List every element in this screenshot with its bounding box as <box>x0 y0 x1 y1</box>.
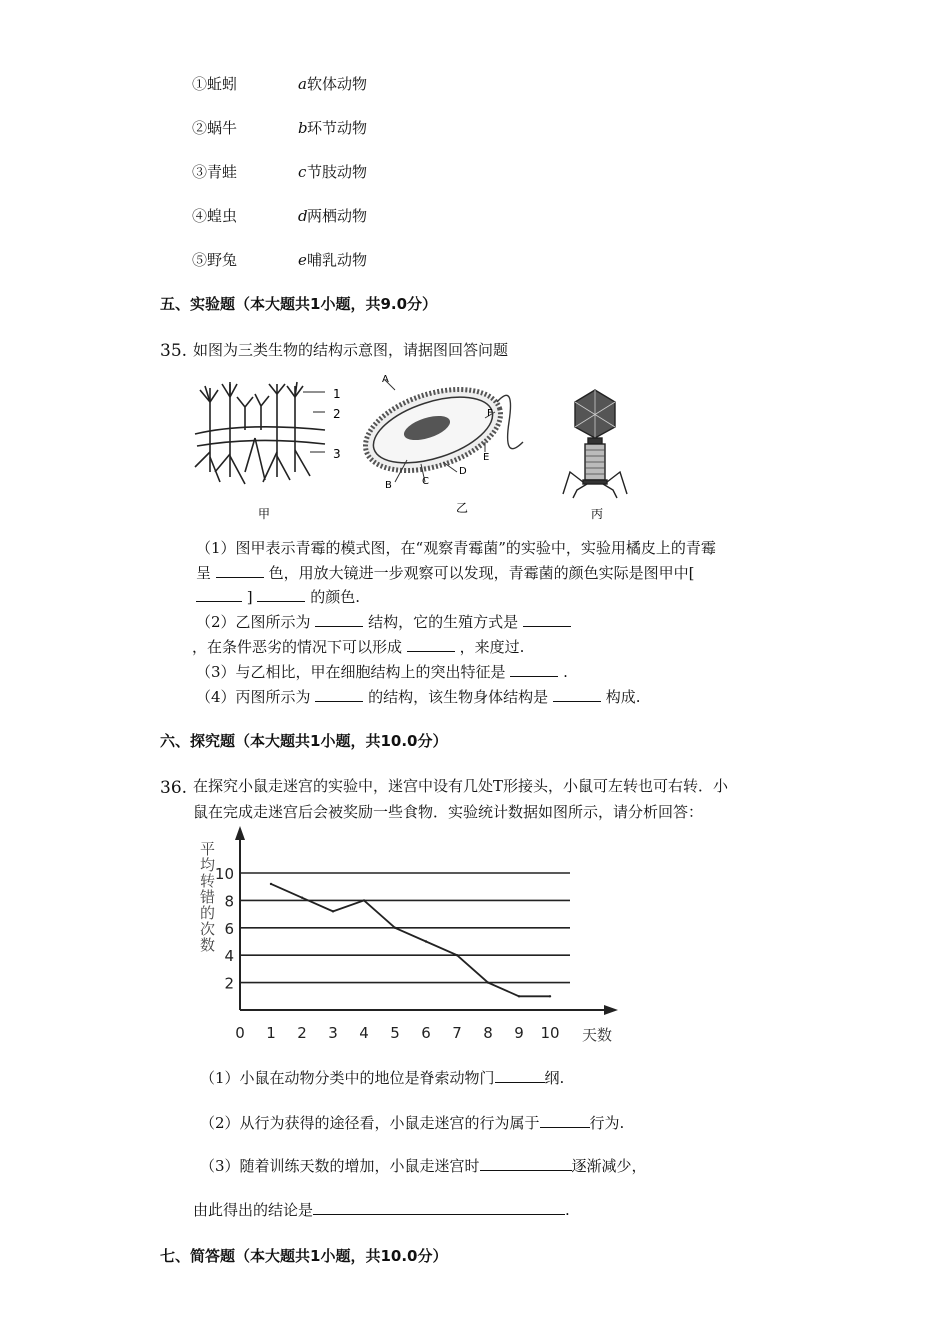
match-row <box>192 74 368 94</box>
penicillium-diagram <box>195 382 325 484</box>
x-tick-label: 8 <box>483 1024 493 1042</box>
q36-p2-blank[interactable] <box>540 1113 590 1128</box>
y-label-char: 次 <box>200 920 216 938</box>
y-tick-label: 8 <box>224 892 234 911</box>
data-point <box>425 940 427 942</box>
match-row <box>192 250 368 270</box>
category-letter: d <box>298 207 308 225</box>
category-letter: e <box>298 251 307 269</box>
q35-part1-line1: （1）图甲表示青霉的模式图，在“观察青霉菌”的实验中，实验用橘皮上的青霉 <box>196 539 716 557</box>
yi-label-e: E <box>483 452 490 463</box>
x-tick-label: 2 <box>297 1024 307 1042</box>
data-point <box>487 981 489 983</box>
question-36-stem-line1: 在探究小鼠走迷宫的实验中，迷宫中设有几处T形接头，小鼠可左转也可右转．小 <box>193 777 729 795</box>
animal-name: ②蜗牛 <box>192 119 238 137</box>
q36-p2-text-b: 行为. <box>589 1114 625 1132</box>
bacterium-diagram <box>355 374 523 486</box>
data-point <box>549 995 551 997</box>
y-tick-label: 2 <box>224 974 234 993</box>
q35-p1-blank-structure[interactable] <box>257 587 305 602</box>
animal-category: 环节动物 <box>307 119 368 137</box>
x-tick-label: 1 <box>266 1024 276 1042</box>
jia-caption: 甲 <box>258 507 271 521</box>
q35-p4-text-c: 构成. <box>605 688 641 706</box>
yi-caption: 乙 <box>456 501 469 515</box>
data-point <box>456 954 458 956</box>
maze-errors-chart <box>190 824 630 1048</box>
category-letter: a <box>298 75 307 93</box>
q35-p2-text-d: ，来度过. <box>459 638 525 656</box>
yi-label-f: F <box>487 408 493 419</box>
category-letter: c <box>298 163 307 181</box>
animal-name: ③青蛙 <box>192 163 238 181</box>
animal-name: ①蚯蚓 <box>192 75 238 93</box>
category-letter: b <box>298 119 308 137</box>
q35-p4-text-a: （4）丙图所示为 <box>196 688 311 706</box>
question-35-number: 35. <box>160 341 188 361</box>
q36-p3-blank[interactable] <box>480 1156 572 1171</box>
q36-p1-text-a: （1）小鼠在动物分类中的地位是脊索动物门 <box>200 1069 495 1087</box>
q35-p1-text-b: 色，用放大镜进一步观察可以发现，青霉菌的颜色实际是图甲中[ <box>268 564 695 582</box>
y-tick-label: 4 <box>224 947 234 966</box>
match-row <box>192 118 368 138</box>
section-6-heading: 六、探究题（本大题共1小题，共10.0分） <box>160 732 448 750</box>
animal-name: ⑤野兔 <box>192 251 238 269</box>
x-axis-label: 天数 <box>582 1026 613 1044</box>
q36-part1 <box>200 1068 564 1088</box>
animal-category: 两栖动物 <box>307 207 368 225</box>
yi-label-a: A <box>382 374 389 385</box>
yi-label-d: D <box>459 466 467 477</box>
q35-p2-text-b: 结构，它的生殖方式是 <box>368 613 519 631</box>
question-36-number: 36. <box>160 778 188 798</box>
x-tick-label: 10 <box>540 1024 560 1042</box>
match-row <box>192 162 368 182</box>
q36-p3-text-a: （3）随着训练天数的增加，小鼠走迷宫时 <box>200 1157 480 1175</box>
q35-part1-line2 <box>196 563 694 583</box>
x-tick-label: 6 <box>421 1024 431 1042</box>
q35-p1-text-c: ] <box>246 588 253 606</box>
q35-p3-blank[interactable] <box>510 662 558 677</box>
data-point <box>394 927 396 929</box>
q35-part4 <box>196 687 640 707</box>
bing-caption: 丙 <box>591 507 604 521</box>
x-tick-label: 7 <box>452 1024 462 1042</box>
q36-p4-text-b: . <box>565 1201 570 1219</box>
q36-p3-text-b: 逐渐减少， <box>571 1157 647 1175</box>
q35-p1-text-d: 的颜色. <box>310 588 360 606</box>
q35-p2-text-a: （2）乙图所示为 <box>196 613 311 631</box>
animal-name: ④蝗虫 <box>192 207 238 225</box>
animal-category: 哺乳动物 <box>307 251 368 269</box>
question-35-stem: 如图为三类生物的结构示意图，请据图回答问题 <box>193 341 509 359</box>
q36-p1-blank[interactable] <box>495 1068 545 1083</box>
q36-p2-text-a: （2）从行为获得的途径看，小鼠走迷宫的行为属于 <box>200 1114 540 1132</box>
x-tick-label: 4 <box>359 1024 369 1042</box>
q35-p2-text-c: ，在条件恶劣的情况下可以形成 <box>192 638 403 656</box>
animal-category: 节肢动物 <box>307 163 368 181</box>
data-point <box>270 883 272 885</box>
q35-p2-blank-structure[interactable] <box>315 612 363 627</box>
y-label-char: 转 <box>200 872 216 890</box>
jia-label-3: 3 <box>333 447 341 461</box>
q35-part2-line1 <box>196 612 571 632</box>
q36-p4-text-a: 由此得出的结论是 <box>193 1201 314 1219</box>
q35-p4-blank-organism[interactable] <box>315 687 363 702</box>
section-7-heading: 七、简答题（本大题共1小题，共10.0分） <box>160 1247 448 1265</box>
q35-p3-text-b: . <box>563 663 568 681</box>
data-point <box>363 899 365 901</box>
q35-p1-text-a: 呈 <box>196 564 212 582</box>
y-axis-arrow <box>235 826 245 840</box>
match-row <box>192 206 368 226</box>
x-axis-arrow <box>604 1005 618 1015</box>
y-label-char: 平 <box>200 840 216 858</box>
data-point <box>301 896 303 898</box>
q35-p4-text-b: 的结构，该生物身体结构是 <box>368 688 549 706</box>
q35-p4-blank-body[interactable] <box>553 687 601 702</box>
q35-p1-blank-color[interactable] <box>216 563 264 578</box>
data-point <box>518 995 520 997</box>
q36-p1-text-b: 纲. <box>544 1069 565 1087</box>
q35-part2-line2 <box>192 637 524 657</box>
y-label-char: 均 <box>200 856 216 874</box>
question-36-stem-line2: 鼠在完成走迷宫后会被奖励一些食物．实验统计数据如图所示，请分析回答： <box>193 803 704 821</box>
jia-label-2: 2 <box>333 407 341 421</box>
q35-p2-blank-reproduction[interactable] <box>523 612 571 627</box>
q35-p1-blank-number[interactable] <box>196 587 242 602</box>
data-point <box>332 910 334 912</box>
x-tick-labels <box>235 1024 559 1042</box>
y-axis-label <box>200 840 215 954</box>
q36-p4-blank[interactable] <box>313 1200 565 1215</box>
animal-category: 软体动物 <box>307 75 368 93</box>
y-tick-label: 10 <box>214 865 234 883</box>
chart-grid <box>240 873 570 983</box>
y-tick-labels <box>215 865 234 993</box>
jia-label-1: 1 <box>333 387 341 401</box>
q35-part1-line3 <box>196 587 360 607</box>
chart-axes <box>235 826 618 1015</box>
yi-label-c: C <box>422 476 429 487</box>
q35-p2-blank-form[interactable] <box>407 637 455 652</box>
q35-p3-text-a: （3）与乙相比，甲在细胞结构上的突出特征是 <box>196 663 506 681</box>
x-tick-label: 3 <box>328 1024 338 1042</box>
figure-35 <box>185 372 685 522</box>
yi-label-b: B <box>385 480 392 491</box>
origin-label: 0 <box>235 1024 245 1042</box>
q36-part2 <box>200 1113 624 1133</box>
y-tick-label: 6 <box>224 919 234 938</box>
bacteriophage-diagram <box>563 390 627 498</box>
y-label-char: 错 <box>200 888 216 906</box>
y-label-char: 的 <box>200 904 216 922</box>
x-tick-label: 9 <box>514 1024 524 1042</box>
q36-part4 <box>193 1200 570 1220</box>
x-tick-label: 5 <box>390 1024 400 1042</box>
q36-part3 <box>200 1156 647 1176</box>
section-5-heading: 五、实验题（本大题共1小题，共9.0分） <box>160 295 438 313</box>
q35-part3 <box>196 662 568 682</box>
y-label-char: 数 <box>200 936 216 954</box>
